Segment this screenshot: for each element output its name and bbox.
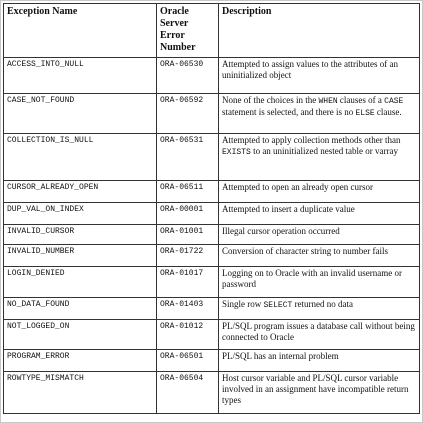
exception-name-cell: LOGIN_DENIED	[4, 267, 157, 298]
error-number-cell: ORA-00001	[157, 203, 219, 225]
error-number-cell: ORA-06592	[157, 94, 219, 134]
description-text: Attempted to assign values to the attributes of an uninitialized object	[222, 59, 398, 80]
description-text: statement is selected, and there is no	[222, 107, 356, 117]
description-cell	[219, 372, 420, 414]
description-text: Logging on to Oracle with an invalid username or password	[222, 268, 402, 289]
description-cell	[219, 94, 420, 134]
sql-keyword: EXISTS	[222, 148, 251, 157]
description-text: Attempted to open an already open cursor	[222, 182, 373, 192]
exception-name-cell: INVALID_CURSOR	[4, 225, 157, 245]
error-number-cell: ORA-06511	[157, 181, 219, 203]
error-number-cell: ORA-01017	[157, 267, 219, 298]
description-cell	[219, 298, 420, 320]
error-number-cell: ORA-06530	[157, 58, 219, 94]
table-row	[4, 181, 420, 203]
error-number-cell: ORA-01001	[157, 225, 219, 245]
description-text: Host cursor variable and PL/SQL cursor variable involved in an assignment have incompatible return types	[222, 373, 409, 405]
description-cell	[219, 225, 420, 245]
header-error-number: Oracle Server Error Number	[157, 4, 219, 58]
table-row	[4, 320, 420, 350]
header-description: Description	[219, 4, 420, 58]
description-text: Conversion of character string to number fails	[222, 246, 388, 256]
description-text: clauses of a	[337, 95, 385, 105]
exception-name-cell: NOT_LOGGED_ON	[4, 320, 157, 350]
header-exception-name: Exception Name	[4, 4, 157, 58]
sql-keyword: ELSE	[355, 109, 375, 118]
table-row	[4, 298, 420, 320]
description-cell	[219, 181, 420, 203]
description-cell	[219, 320, 420, 350]
description-text: clause.	[374, 107, 402, 117]
header-row	[4, 4, 420, 58]
error-number-cell: ORA-06531	[157, 134, 219, 181]
error-number-cell: ORA-01012	[157, 320, 219, 350]
description-cell	[219, 267, 420, 298]
exception-name-cell: CURSOR_ALREADY_OPEN	[4, 181, 157, 203]
exception-name-cell: DUP_VAL_ON_INDEX	[4, 203, 157, 225]
description-text: Attempted to apply collection methods other than	[222, 135, 401, 145]
description-cell	[219, 245, 420, 267]
exceptions-table	[3, 3, 420, 414]
table-row	[4, 94, 420, 134]
table-row	[4, 372, 420, 414]
error-number-cell: ORA-06501	[157, 350, 219, 372]
error-number-cell: ORA-01403	[157, 298, 219, 320]
description-text: Illegal cursor operation occurred	[222, 226, 340, 236]
exception-name-cell: COLLECTION_IS_NULL	[4, 134, 157, 181]
exception-name-cell: INVALID_NUMBER	[4, 245, 157, 267]
error-number-cell: ORA-01722	[157, 245, 219, 267]
description-text: PL/SQL program issues a database call without being connected to Oracle	[222, 321, 415, 342]
error-number-cell: ORA-06504	[157, 372, 219, 414]
sql-keyword: CASE	[384, 97, 404, 106]
exception-name-cell: ACCESS_INTO_NULL	[4, 58, 157, 94]
exception-name-cell: CASE_NOT_FOUND	[4, 94, 157, 134]
sql-keyword: SELECT	[263, 301, 293, 310]
exception-name-cell: ROWTYPE_MISMATCH	[4, 372, 157, 414]
description-text: Single row	[222, 299, 264, 309]
exception-name-cell: PROGRAM_ERROR	[4, 350, 157, 372]
table-body	[4, 58, 420, 414]
description-cell	[219, 134, 420, 181]
table-row	[4, 203, 420, 225]
table-row	[4, 58, 420, 94]
table-row	[4, 267, 420, 298]
description-text: Attempted to insert a duplicate value	[222, 204, 355, 214]
description-cell	[219, 203, 420, 225]
table-row	[4, 225, 420, 245]
table-row	[4, 350, 420, 372]
sql-keyword: WHEN	[318, 97, 338, 106]
description-text: to an uninitialized nested table or varray	[250, 146, 399, 156]
table-row	[4, 134, 420, 181]
exception-name-cell: NO_DATA_FOUND	[4, 298, 157, 320]
description-text: returned no data	[292, 299, 354, 309]
description-cell	[219, 58, 420, 94]
description-cell	[219, 350, 420, 372]
table-row	[4, 245, 420, 267]
description-text: None of the choices in the	[222, 95, 319, 105]
description-text: PL/SQL has an internal problem	[222, 351, 339, 361]
